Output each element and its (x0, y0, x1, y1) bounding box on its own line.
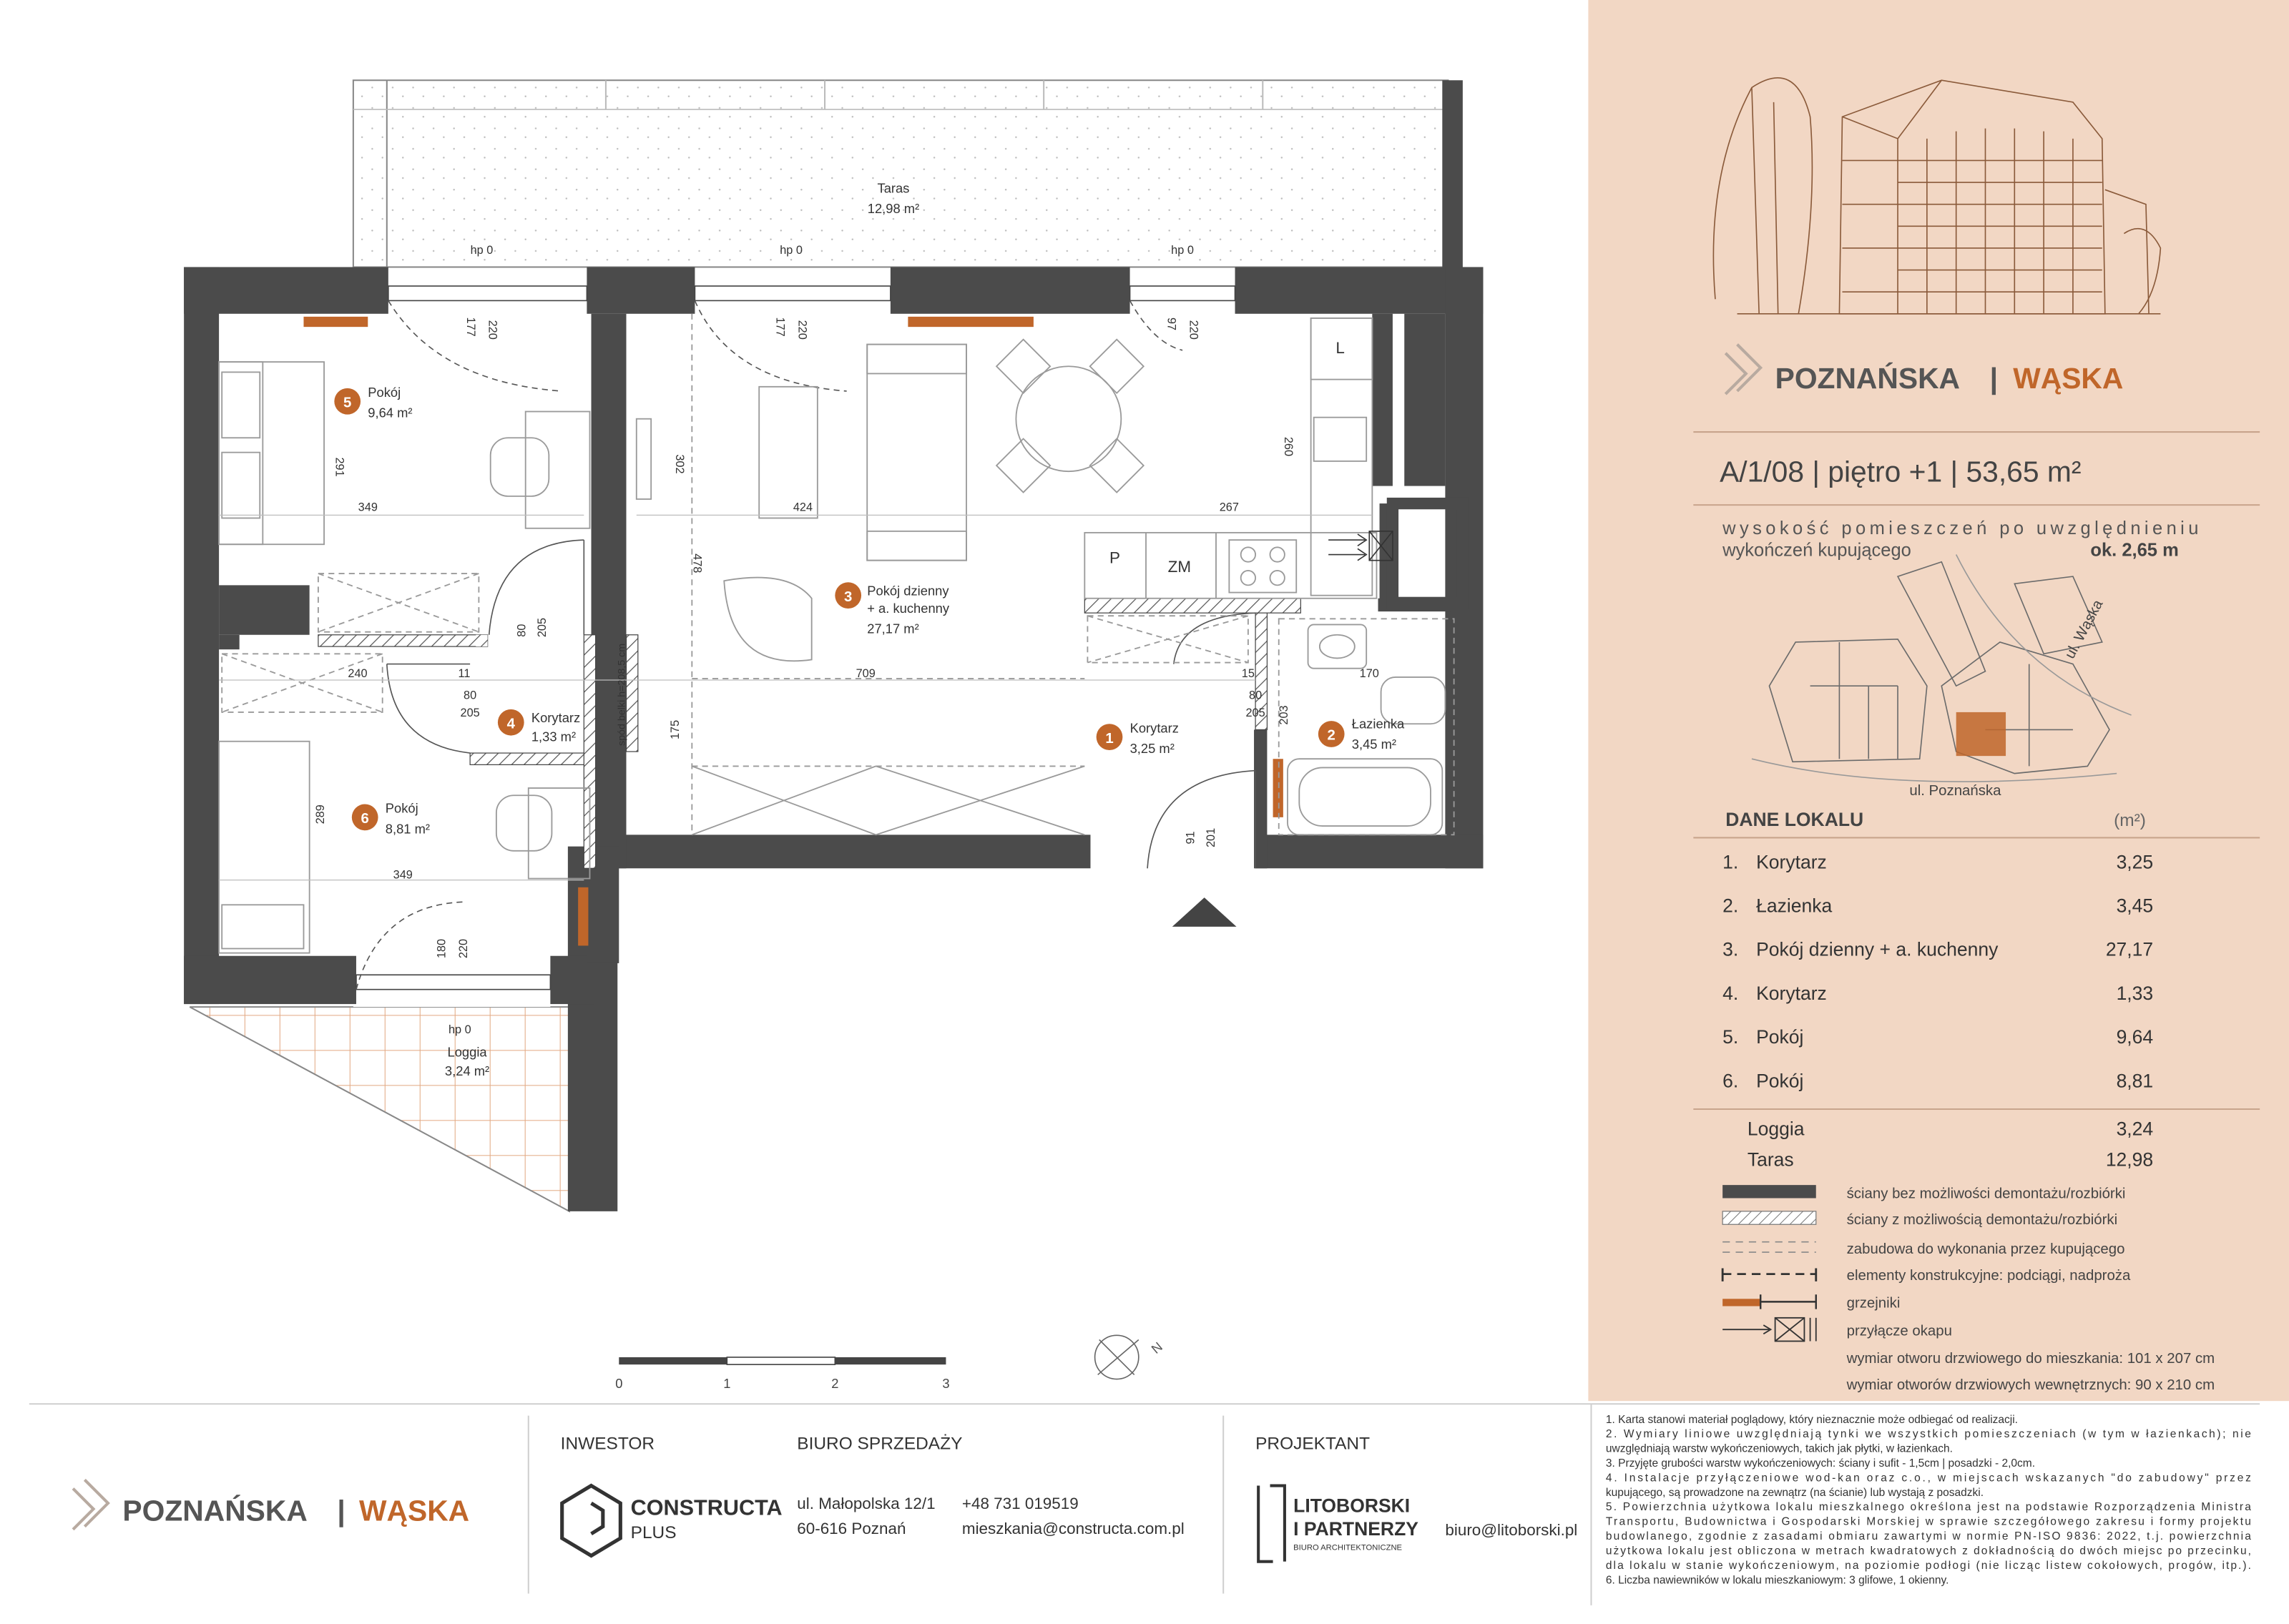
legend-label: przyłącze okapu (1846, 1323, 1952, 1339)
dim: 205 (1245, 707, 1265, 720)
loggia-area-label: 3,24 m² (444, 1063, 490, 1079)
designer-name1: LITOBORSKI (1293, 1495, 1411, 1517)
svg-text:użytkowa lokalu jest obliczona: użytkowa lokalu jest obliczona w metrach kwadratowych z dokładnością do dwóch miejsc po przecinku, (1605, 1545, 2251, 1557)
legend-label: elementy konstrukcyjne: podciągi, nadproża (1846, 1267, 2131, 1284)
height-note-line1: wysokość pomieszczeń po uwzględnieniu (1722, 518, 2199, 538)
dim: 291 (333, 457, 346, 477)
room-6-area: 8,81 m² (385, 821, 431, 837)
brand-name-right: WĄSKA (2013, 361, 2124, 395)
north-arrow-icon (1095, 1335, 1165, 1379)
floor-plan (184, 80, 1483, 1211)
table-row-name: Pokój (1756, 1026, 1804, 1048)
room-2-area: 3,45 m² (1351, 736, 1397, 752)
dim: 220 (486, 320, 499, 340)
svg-text:2. Wymiary liniowe uwzględniaj: 2. Wymiary liniowe uwzględniają tynki we wszystkich pomieszczeniach (w tym w łazienkach); nie (1605, 1428, 2251, 1441)
solid-wall-icon (1722, 1185, 1816, 1198)
dim: 170 (1359, 666, 1379, 680)
dim: 201 (1204, 827, 1217, 848)
hp-label: hp 0 (470, 244, 494, 257)
room-1-area: 3,25 m² (1129, 741, 1175, 757)
door-note: wymiar otworów drzwiowych wewnętrznych: 90 x 210 cm (1846, 1377, 2215, 1393)
dim: 220 (795, 320, 809, 340)
table-row-area: 8,81 (2116, 1070, 2154, 1092)
svg-text:3. Przyjęte grubości warstw wy: 3. Przyjęte grubości warstw wykończeniowych: ściany i sufit - 1,5cm | posadzki - 2,0cm. (1605, 1457, 2036, 1470)
dim: 267 (1219, 501, 1239, 514)
dim: 15 (1241, 666, 1255, 680)
dim: 260 (1281, 436, 1295, 457)
dim: 424 (793, 501, 813, 514)
legend-label: ściany z możliwością demontażu/rozbiórki (1846, 1212, 2118, 1229)
table-row-area: 9,64 (2116, 1026, 2154, 1048)
height-value: ok. 2,65 m (2090, 540, 2179, 561)
dim: 220 (1187, 320, 1200, 340)
designer-sub: BIURO ARCHITEKTONICZNE (1293, 1543, 1403, 1552)
dim: 205 (536, 617, 549, 638)
dim: 205 (460, 707, 480, 720)
extra-area: 12,98 (2105, 1148, 2154, 1171)
svg-text:6: 6 (361, 811, 369, 827)
constructa-logo-icon (562, 1486, 621, 1556)
svg-text:3: 3 (844, 589, 853, 605)
svg-text:0: 0 (615, 1375, 623, 1391)
sales-address1: ul. Małopolska 12/1 (797, 1495, 936, 1513)
data-heading: DANE LOKALU (1725, 809, 1864, 831)
brand-mark-icon (73, 1480, 108, 1529)
street-right-label: ul. Wąska (2062, 597, 2107, 661)
svg-text:1: 1 (723, 1375, 731, 1391)
dim: 349 (393, 868, 413, 882)
footer-brand-right: WĄSKA (359, 1494, 470, 1527)
extra-area: 3,24 (2116, 1118, 2154, 1140)
interior-doors (387, 540, 1255, 868)
terrace-label: Taras (877, 180, 910, 196)
table-row-no: 3. (1722, 938, 1739, 960)
loggia-label: Loggia (447, 1044, 487, 1060)
investor-sub: PLUS (630, 1523, 677, 1543)
entrance-arrow-icon (1172, 897, 1237, 927)
dim: 240 (348, 666, 368, 680)
unit-title: A/1/08 | piętro +1 | 53,65 m² (1720, 455, 2082, 488)
table-row-name: Pokój (1756, 1070, 1804, 1092)
footer-brand-separator: | (337, 1494, 345, 1527)
sales-heading: BIURO SPRZEDAŻY (797, 1434, 963, 1454)
dim: 349 (358, 501, 378, 514)
svg-text:5: 5 (343, 395, 352, 411)
data-unit-label: (m²) (2114, 811, 2146, 831)
dim: 175 (668, 719, 682, 740)
hatched-wall-icon (1722, 1211, 1816, 1224)
svg-text:1. Karta stanowi materiał pogl: 1. Karta stanowi materiał poglądowy, który nieznacznie może odbiegać od realizacji. (1605, 1413, 2018, 1426)
loggia-area (190, 1007, 569, 1211)
dim: 180 (435, 938, 449, 959)
svg-text:Transportu, Budownictwa i Gosp: Transportu, Budownictwa i Gospodarski Morskiej w sprawie szczegółowego zakresu i formy projektu (1605, 1515, 2251, 1528)
dim: 177 (773, 317, 787, 337)
hp-label: hp 0 (1171, 244, 1194, 257)
fixture-label-zm: ZM (1167, 557, 1192, 576)
investor-name: CONSTRUCTA (630, 1495, 783, 1520)
dim: 80 (515, 624, 529, 637)
designer-heading: PROJEKTANT (1255, 1434, 1371, 1454)
scale-bar (615, 1357, 949, 1391)
fixture-labels (1109, 339, 1345, 576)
room-4-name: Korytarz (531, 710, 581, 726)
svg-text:dla lokalu w stanie wykończeni: dla lokalu w stanie wykończeniowym, na poziomie podłogi (nie licząc listew cokołowych, progów, itp.). (1605, 1559, 2251, 1572)
dim: 11 (458, 666, 471, 680)
table-row-area: 3,45 (2116, 895, 2154, 917)
hp-label: hp 0 (780, 244, 803, 257)
room-5-name: Pokój (368, 385, 401, 400)
table-row-no: 2. (1722, 895, 1739, 917)
svg-text:3: 3 (942, 1375, 950, 1391)
dim: 80 (464, 689, 477, 702)
svg-text:N: N (1148, 1339, 1166, 1357)
svg-text:5. Powierzchnia użytkowa lokal: 5. Powierzchnia użytkowa lokalu mieszkalnego określona jest na podstawie Rozporządzenia Ministra (1605, 1501, 2251, 1514)
legend-label: grzejniki (1846, 1295, 1901, 1311)
sales-phone[interactable]: +48 731 019519 (961, 1495, 1079, 1513)
room-2-name: Łazienka (1351, 716, 1405, 732)
brand-name-left: POZNAŃSKA (1775, 361, 1961, 395)
table-row-name: Łazienka (1756, 895, 1833, 917)
dim: 203 (1277, 705, 1290, 725)
sales-address2: 60-616 Poznań (797, 1519, 906, 1537)
sales-email[interactable]: mieszkania@constructa.com.pl (961, 1519, 1185, 1537)
svg-text:4. Instalacje przyłączeniowe w: 4. Instalacje przyłączeniowe wod-kan oraz c.o., w miejscach wskazanych "do zabudowy" przez (1605, 1472, 2251, 1485)
fixture-label-l: L (1335, 338, 1345, 357)
height-note-line2: wykończeń kupującego (1722, 540, 1911, 561)
windows (356, 286, 1235, 990)
terrace-area (353, 80, 1449, 267)
room-3-name2: + a. kuchenny (867, 601, 950, 616)
table-row-area: 27,17 (2105, 938, 2154, 960)
door-note: wymiar otworu drzwiowego do mieszkania: 101 x 207 cm (1846, 1351, 2215, 1367)
dim: 289 (314, 804, 328, 825)
table-row-no: 4. (1722, 982, 1739, 1004)
table-row-name: Korytarz (1756, 851, 1827, 873)
designer-email[interactable]: biuro@litoborski.pl (1445, 1520, 1578, 1539)
dim: 302 (672, 454, 686, 474)
footer-notes (1606, 1414, 2251, 1586)
svg-text:budowlanego, zgodnie z zasadam: budowlanego, zgodnie z zasadami obmiaru zawartymi w normie PN-ISO 9836: 2022, t.j. powierzchnia (1605, 1530, 2251, 1543)
dim: 478 (690, 553, 704, 574)
table-row-no: 1. (1722, 851, 1739, 873)
brand-logo-footer (73, 1480, 469, 1529)
designer-name2: I PARTNERZY (1293, 1517, 1418, 1540)
svg-text:2: 2 (1327, 727, 1335, 744)
room-3-name: Pokój dzienny (867, 583, 949, 599)
room-5-area: 9,64 m² (368, 405, 413, 420)
room-3-area: 27,17 m² (867, 621, 919, 636)
room-1-name: Korytarz (1129, 720, 1179, 736)
svg-text:1: 1 (1105, 730, 1114, 747)
street-bottom-label: ul. Poznańska (1909, 783, 2001, 799)
dim: 91 (1184, 831, 1197, 845)
svg-text:uwzględniają warstw wykończeni: uwzględniają warstw wykończeniowych, takich jak płytki, w łazienkach. (1605, 1442, 1953, 1455)
footer-brand-left: POZNAŃSKA (122, 1494, 308, 1527)
hp-label: hp 0 (448, 1023, 471, 1036)
legend-label: ściany bez możliwości demontażu/rozbiórki (1846, 1186, 2126, 1202)
litoborski-logo-icon (1258, 1486, 1285, 1562)
extra-name: Loggia (1747, 1118, 1805, 1140)
dim: 220 (457, 938, 471, 959)
dim: 709 (856, 666, 876, 680)
svg-text:2: 2 (831, 1375, 839, 1391)
brand-separator: | (1989, 361, 1999, 395)
fixture-label-p: P (1109, 548, 1120, 567)
table-row-area: 1,33 (2116, 982, 2154, 1004)
beam-note: spód belki h=208,5 cm (616, 643, 628, 746)
table-row-no: 6. (1722, 1070, 1739, 1092)
dim: 177 (464, 317, 478, 337)
room-4-area: 1,33 m² (531, 729, 577, 744)
legend-label: zabudowa do wykonania przez kupującego (1846, 1241, 2125, 1258)
svg-text:kupującego, są prowadzone na z: kupującego, są prowadzone na zewnątrz (na ścianie) lub wystają z posadzki. (1605, 1486, 1984, 1499)
table-row-area: 3,25 (2116, 851, 2154, 873)
room-6-name: Pokój (385, 800, 418, 816)
investor-heading: INWESTOR (560, 1434, 655, 1454)
dim: 80 (1249, 689, 1263, 702)
svg-text:6. Liczba nawiewników w lokalu: 6. Liczba nawiewników w lokalu mieszkaniowym: 3 glifowe, 1 okienny. (1605, 1574, 1949, 1587)
svg-text:4: 4 (506, 716, 515, 732)
table-row-name: Pokój dzienny + a. kuchenny (1756, 938, 1999, 960)
unit-location-highlight (1956, 712, 2006, 756)
extra-name: Taras (1747, 1148, 1794, 1171)
table-row-no: 5. (1722, 1026, 1739, 1048)
dim: 97 (1165, 317, 1178, 331)
terrace-area-label: 12,98 m² (867, 200, 920, 216)
table-row-name: Korytarz (1756, 982, 1827, 1004)
